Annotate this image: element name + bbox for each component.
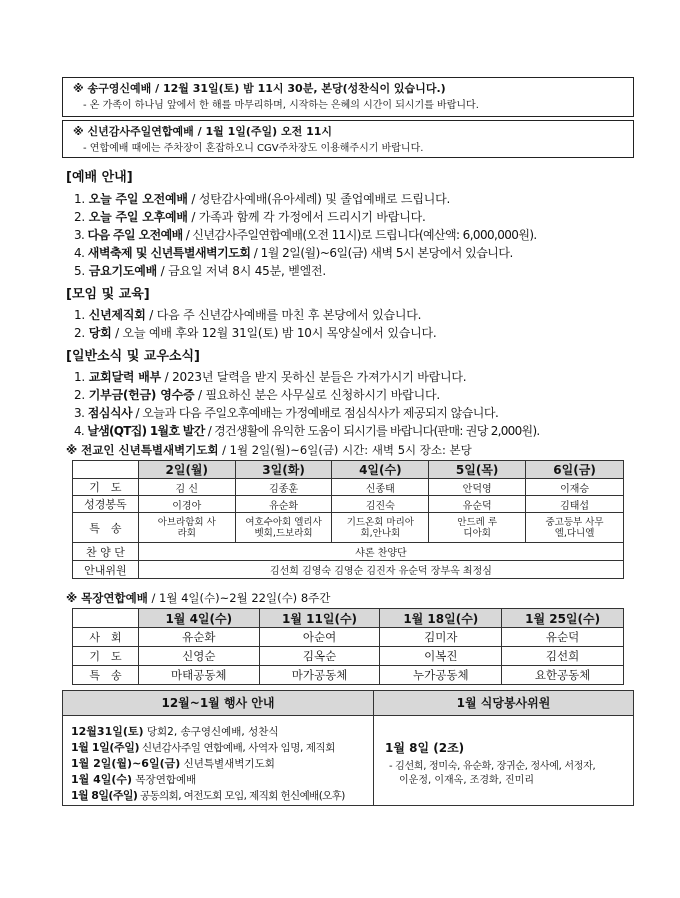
- date-header: 1월 4일(수): [138, 609, 259, 628]
- notice-sub: - 온 가족이 하나님 앞에서 한 해를 마무리하며, 시작하는 은혜의 시간이 되시기를 바랍니다.: [83, 100, 479, 111]
- event-item: 1월 8일(주일) 공동의회, 여전도회 모임, 제직회 헌신예배(오후): [71, 789, 345, 802]
- cafeteria-names-line1: - 김선희, 정미숙, 유순화, 장귀순, 정사예, 서정자,: [389, 761, 596, 772]
- list-item: 2. 기부금(헌금) 영수증 / 필요하신 분은 사무실로 신청하시기 바랍니다.: [74, 388, 440, 402]
- list-item: 3. 점심식사 / 오늘과 다음 주일오후예배는 가정예배로 점심식사가 제공되지 않습니다.: [74, 406, 499, 420]
- events-heading: 12월~1월 행사 안내: [63, 691, 374, 716]
- date-header: 1월 11일(수): [259, 609, 380, 628]
- list-item: 5. 금요기도예배 / 금요일 저녁 8시 45분, 벧엘전.: [74, 264, 327, 278]
- date-header: 1월 25일(수): [502, 609, 624, 628]
- list-item: 4. 새벽축제 및 신년특별새벽기도회 / 1월 2일(월)~6일(금) 새벽 5시 본당에서 있습니다.: [74, 246, 513, 260]
- corner-cell: [73, 609, 139, 628]
- date-header: 1월 18일(수): [380, 609, 502, 628]
- list-item: 1. 신년제직회 / 다음 주 신년감사예배를 마친 후 본당에서 있습니다.: [74, 308, 422, 322]
- notice-title: ※ 신년감사주일연합예배 / 1월 1일(주일) 오전 11시: [73, 125, 332, 138]
- column-divider: [373, 691, 374, 805]
- list-item: 1. 교회달력 배부 / 2023년 달력을 받지 못하신 분들은 가져가시기 바랍니다.: [74, 370, 467, 384]
- table-row: 찬 양 단 샤론 찬양단: [73, 543, 624, 561]
- mokjang-note: ※ 목장연합예배 / 1월 4일(수)~2월 22일(수) 8주간: [66, 591, 331, 605]
- list-item: 2. 오늘 주일 오후예배 / 가족과 함께 각 가정에서 드리시기 바랍니다.: [74, 210, 426, 224]
- notice-sub: - 연합예배 때에는 주차장이 혼잡하오니 CGV주차장도 이용해주시기 바랍니다.: [83, 143, 424, 154]
- cafeteria-heading: 1월 식당봉사위원: [374, 691, 633, 716]
- section-heading-meeting: [모임 및 교육]: [66, 287, 150, 302]
- corner-cell: [73, 461, 139, 479]
- event-item: 1월 4일(수) 목장연합예배: [71, 773, 197, 786]
- event-item: 12월31일(토) 당회2, 송구영신예배, 성찬식: [71, 725, 279, 738]
- cafeteria-names-line2: 이운정, 이재옥, 조경화, 진미리: [399, 775, 534, 786]
- notice-box-year-end: [62, 77, 634, 117]
- table-row: 기 도 신영순 김옥순 이복진 김선희: [73, 647, 624, 666]
- event-item: 1월 1일(주일) 신년감사주일 연합예배, 사역자 임명, 제직회: [71, 741, 336, 754]
- list-item: 4. 날샘(QT집) 1월호 발간 / 경건생활에 유익한 도움이 되시기를 바랍니다(판매: 권당 2,000원).: [74, 424, 540, 438]
- day-header: 4일(수): [332, 461, 429, 479]
- list-item: 2. 당회 / 오늘 예배 후와 12월 31일(토) 밤 10시 목양실에서 있습니다.: [74, 326, 437, 340]
- day-header: 2일(월): [138, 461, 235, 479]
- table-row: 기 도 김 신 김종훈 신종태 안덕영 이재승: [73, 479, 624, 496]
- list-item: 3. 다음 주일 오전예배 / 신년감사주일연합예배(오전 11시)로 드립니다(예산액: 6,000,000원).: [74, 228, 537, 242]
- section-heading-worship: [예배 안내]: [66, 170, 133, 185]
- event-item: 1월 2일(월)~6일(금) 신년특별새벽기도회: [71, 757, 275, 770]
- section-heading-general: [일반소식 및 교우소식]: [66, 349, 200, 364]
- day-header: 6일(금): [526, 461, 624, 479]
- bottom-info-panel: [62, 690, 634, 806]
- table-row: 안내위원 김선희 김영숙 김영순 김진자 유순덕 장부옥 최정심: [73, 561, 624, 579]
- table-row: 특 송 아브라함회 사라회 여호수아회 엘리사벳회,드보라회 기드온회 마리아회,안나회 안드레 루디아회 중고등부 사무엘,다니엘: [73, 513, 624, 543]
- table-row: 특 송 마태공동체 마가공동체 누가공동체 요한공동체: [73, 666, 624, 685]
- cafeteria-date: 1월 8일 (2조): [385, 741, 465, 755]
- day-header: 3일(화): [235, 461, 332, 479]
- day-header: 5일(목): [429, 461, 526, 479]
- table-row: 사 회 유순화 아순여 김미자 유순덕: [73, 628, 624, 647]
- dawn-prayer-table: [72, 460, 624, 579]
- table-row: 성경봉독 이경아 유순화 김진숙 유순덕 김태섭: [73, 496, 624, 513]
- notice-box-new-year: [62, 120, 634, 158]
- dawn-prayer-note: ※ 전교인 신년특별새벽기도회 / 1월 2일(월)~6일(금) 시간: 새벽 5시 장소: 본당: [66, 443, 472, 457]
- mokjang-table: [72, 608, 624, 685]
- list-item: 1. 오늘 주일 오전예배 / 성탄감사예배(유아세례) 및 졸업예배로 드립니다.: [74, 192, 451, 206]
- notice-title: ※ 송구영신예배 / 12월 31일(토) 밤 11시 30분, 본당(성찬식이 있습니다.): [73, 82, 446, 95]
